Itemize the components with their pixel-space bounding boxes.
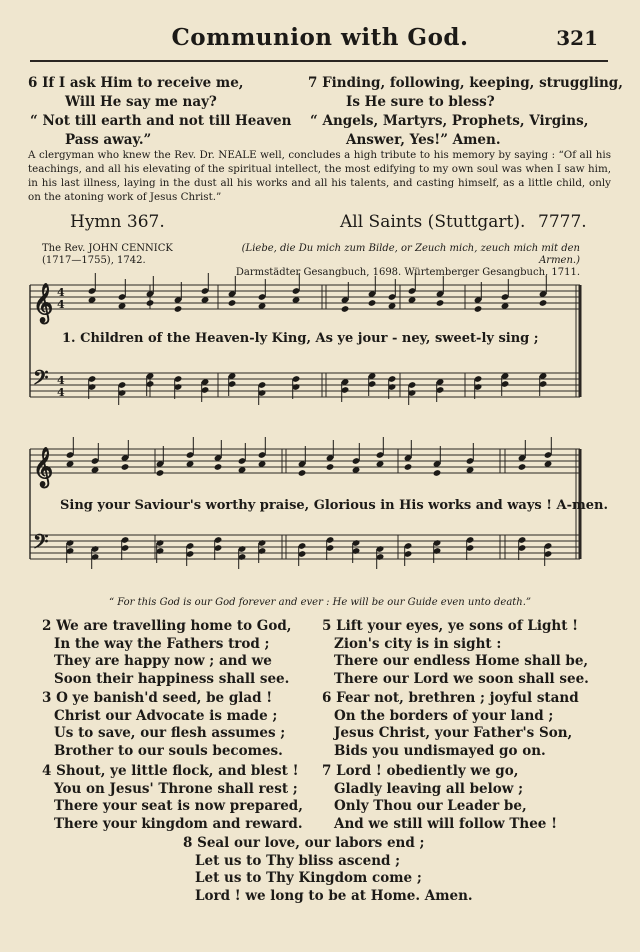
verse-line: Christ our Advocate is made ;	[54, 707, 278, 724]
verse-line: Only Thou our Leader be,	[334, 798, 527, 814]
bass-clef-icon: 𝄢	[33, 365, 49, 394]
note-head	[298, 469, 307, 477]
verse-line: Let us to Thy Kingdom come ;	[195, 870, 422, 886]
author-dates: (1717—1755), 1742.	[42, 255, 146, 266]
verse-line: 4 Shout, ye little flock, and blest !	[42, 763, 299, 779]
note-head	[368, 299, 377, 307]
verse-line: Zion's city is in sight :	[334, 635, 502, 652]
verse-line: 6 Fear not, brethren ; joyful stand	[322, 690, 579, 706]
verse-line: On the borders of your land ;	[334, 707, 554, 724]
time-signature: 4	[57, 298, 65, 311]
biographical-note: A clergyman who knew the Rev. Dr. NEALE well, concludes a high tribute to his memory by saying : “Of all his teachings, and all his elevating of the spiritual intellect, the most edifying to my own soul was when I saw him, in his last illness, laying in the dust all his works and all his talents, and casting himself, as a little child, only on the atoning work of Jesus Christ.”	[28, 149, 611, 203]
note-head	[326, 463, 335, 471]
verse-line: They are happy now ; and we	[54, 653, 272, 669]
note-head	[518, 463, 527, 471]
verse-line: There your seat is now prepared,	[54, 798, 303, 814]
verse-line: 8 Seal our love, our labors end ;	[183, 835, 425, 851]
note-head	[436, 299, 445, 307]
verse-line: Gladly leaving all below ;	[334, 780, 524, 797]
bass-clef-icon: 𝄢	[33, 529, 49, 558]
treble-clef-icon: 𝄞	[33, 447, 54, 487]
tune-source-books: Darmstädter Gesangbuch, 1698. Würtemberger Gesangbuch, 1711.	[235, 267, 580, 278]
verse-7	[322, 763, 557, 833]
lyric-line-1: 1. Children of the Heaven-ly King, As ye jour - ney, sweet-ly sing ;	[62, 331, 539, 346]
verse-line: Let us to Thy bliss ascend ;	[195, 852, 401, 869]
verse-line: “ Angels, Martyrs, Prophets, Virgins,	[310, 113, 589, 129]
page-number: 321	[556, 26, 598, 50]
verse-2	[42, 618, 291, 688]
verse-line: 6 If I ask Him to receive me,	[28, 75, 244, 91]
verse-line: Brother to our souls becomes.	[54, 742, 283, 759]
note-head	[474, 305, 483, 313]
verse-line: “ Not till earth and not till Heaven	[30, 113, 292, 129]
verse-line: 2 We are travelling home to God,	[42, 618, 292, 634]
verse-line: There our endless Home shall be,	[334, 653, 589, 669]
note-head	[433, 469, 442, 477]
note-head	[174, 305, 183, 313]
verse-line: Us to save, our flesh assumes ;	[54, 725, 286, 741]
time-signature: 4	[57, 374, 65, 387]
verse-5	[322, 618, 589, 688]
time-signature: 4	[57, 286, 65, 299]
verse-line: And we still will follow Thee !	[334, 815, 558, 832]
tune-source-german: (Liebe, die Du mich zum Bilde, or Zeuch mich, zeuch mich mit den Armen.)	[241, 243, 580, 266]
verse-line: 7 Finding, following, keeping, struggling,	[308, 75, 623, 91]
verse-4	[42, 763, 303, 833]
verse-line: 7 Lord ! obediently we go,	[322, 763, 519, 779]
verse-line: Answer, Yes!” Amen.	[346, 132, 501, 148]
note-head	[404, 463, 413, 471]
author-name: The Rev. JOHN CENNICK	[42, 243, 173, 254]
verse-8	[183, 835, 473, 905]
verse-line: Jesus Christ, your Father's Son,	[334, 725, 573, 741]
verse-6	[322, 690, 579, 760]
verse-line: Bids you undismayed go on.	[334, 742, 546, 759]
note-head	[214, 463, 223, 471]
verse-line: Soon their happiness shall see.	[54, 670, 290, 687]
verse-line: Will He say me nay?	[65, 94, 217, 110]
verse-line: 3 O ye banish'd seed, be glad !	[42, 690, 273, 706]
verse-line: There our Lord we soon shall see.	[334, 670, 589, 687]
time-signature: 4	[57, 386, 65, 399]
hymn-number: Hymn 367.	[70, 212, 165, 232]
lyric-line-2: Sing your Saviour's worthy praise, Glorious in His works and ways ! A-men.	[60, 498, 608, 513]
verse-line: In the way the Fathers trod ;	[54, 635, 270, 652]
note-head	[228, 299, 237, 307]
note-head	[121, 463, 130, 471]
verse-line: 5 Lift your eyes, ye sons of Light !	[322, 618, 579, 634]
scripture-quote: “ For this God is our God forever and ever : He will be our Guide even unto death.”	[108, 597, 532, 608]
hymn-meter: 7777.	[538, 212, 587, 232]
note-head	[146, 299, 155, 307]
verse-line: You on Jesus' Throne shall rest ;	[54, 780, 298, 797]
page-title: Communion with God.	[171, 24, 469, 51]
tune-name: All Saints (Stuttgart).	[340, 212, 526, 232]
note-head	[539, 299, 548, 307]
verse-line: Lord ! we long to be at Home. Amen.	[195, 887, 473, 904]
verse-line: Pass away.”	[65, 132, 152, 148]
verse-3	[42, 690, 285, 760]
note-head	[156, 469, 165, 477]
verse-line: Is He sure to bless?	[346, 94, 495, 110]
note-head	[341, 305, 350, 313]
treble-clef-icon: 𝄞	[33, 283, 54, 323]
verse-line: There your kingdom and reward.	[54, 815, 303, 832]
